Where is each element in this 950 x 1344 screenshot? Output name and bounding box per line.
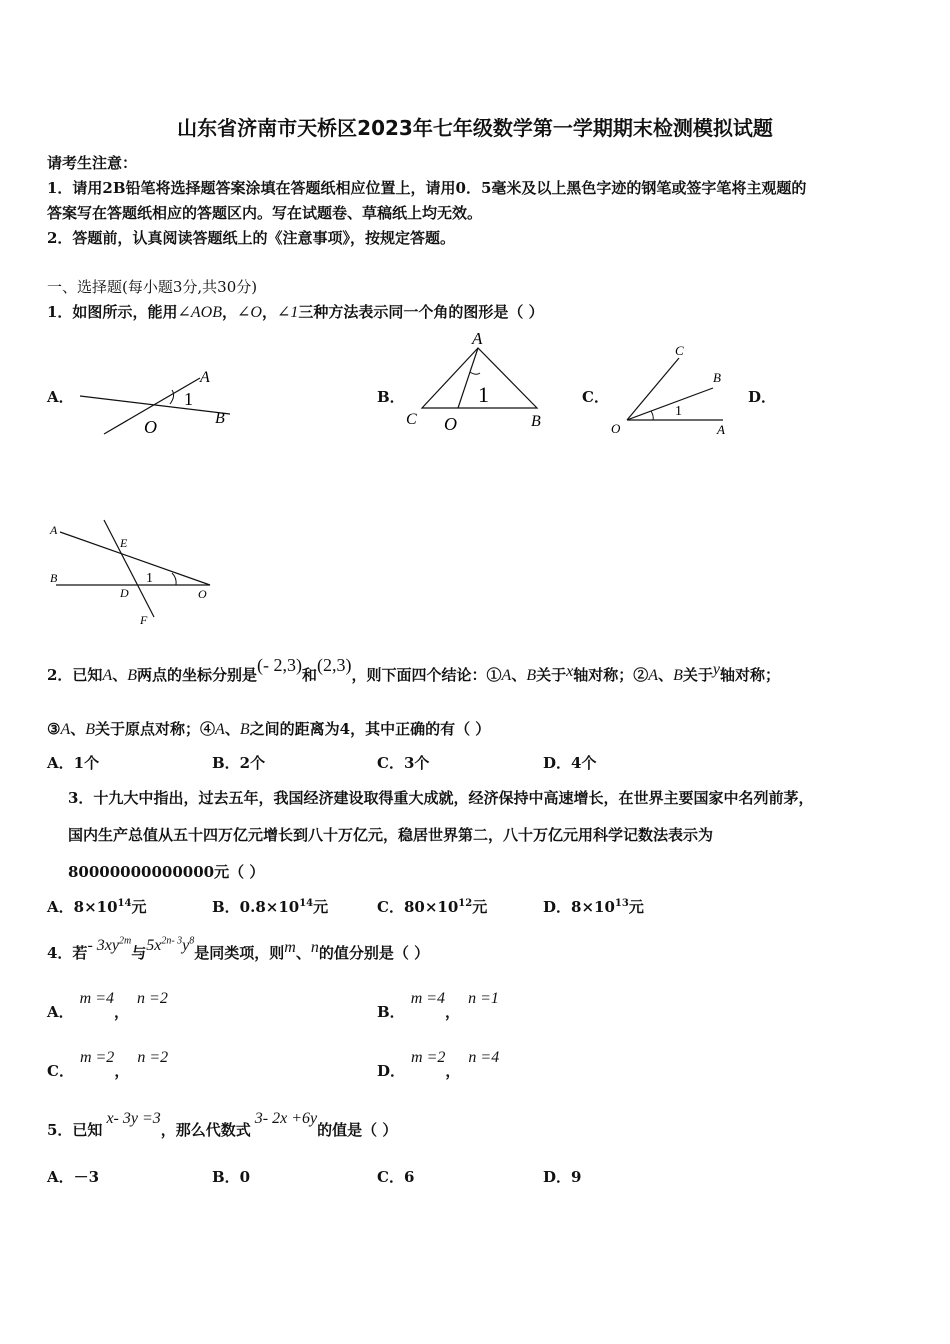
question-3-line-3: 80000000000000元（ ） <box>68 863 265 881</box>
q1-option-b[interactable]: B． <box>377 388 405 406</box>
label-1: 1 <box>675 404 682 419</box>
question-5: 5．已知x- 3y =3，那么代数式3- 2x +6y的值是（ ） <box>47 1110 398 1139</box>
notice-heading: 请考生注意： <box>47 154 138 172</box>
question-2-line-2: ③A、B关于原点对称；④A、B之间的距离为4，其中正确的有（ ） <box>47 720 491 738</box>
label-1: 1 <box>478 382 489 407</box>
q4-option-b[interactable]: B．m =4，n =1 <box>377 990 499 1021</box>
label-b: B <box>531 413 541 430</box>
label-a: A <box>472 329 483 348</box>
q5-option-d[interactable]: D．9 <box>543 1168 582 1186</box>
q3-option-d[interactable]: D．$8\times 10^{13}$元 <box>543 898 644 916</box>
label-o: O <box>198 587 207 601</box>
question-3-line-2: 国内生产总值从五十四万亿元增长到八十万亿元，稳居世界第二，八十万亿元用科学记数法表示为 <box>68 826 714 844</box>
label-c: C <box>406 411 417 428</box>
notice-line-1a: 1．请用2B铅笔将选择题答案涂填在答题纸相应位置上，请用0．5毫米及以上黑色字迹的钢笔或签字笔将主观题的 <box>47 179 807 197</box>
figure-b <box>400 328 560 434</box>
label-e: E <box>120 536 128 550</box>
q4-option-d[interactable]: D．m =2，n =4 <box>377 1049 500 1080</box>
q2-option-b[interactable]: B．2个 <box>212 754 266 772</box>
label-o: O <box>611 421 621 436</box>
figure-d <box>40 512 230 632</box>
question-2-line-1: 2．已知A、B两点的坐标分别是(- 2,3)和(2,3)，则下面四个结论：①A、B关于x轴对称；②A、B关于y轴对称； <box>47 655 780 684</box>
q2-option-c[interactable]: C．3个 <box>377 754 430 772</box>
notice-line-2: 2．答题前，认真阅读答题纸上的《注意事项》，按规定答题。 <box>47 229 455 247</box>
q3-option-c[interactable]: C．$80\times 10^{12}$元 <box>377 898 488 916</box>
figure-c <box>605 340 735 440</box>
label-b: B <box>215 410 225 427</box>
q5-option-c[interactable]: C．6 <box>377 1168 415 1186</box>
label-b: B <box>713 370 721 385</box>
q4-option-a[interactable]: A．m =4，n =2 <box>47 990 168 1021</box>
q3-option-a[interactable]: A．$8\times 10^{14}$元 <box>47 898 147 916</box>
q3-option-b[interactable]: B．$0.8\times 10^{14}$元 <box>212 898 329 916</box>
q4-option-c[interactable]: C．m =2，n =2 <box>47 1049 169 1080</box>
label-f: F <box>140 613 148 627</box>
q5-option-a[interactable]: A．－3 <box>47 1168 100 1186</box>
question-3-line-1: 3．十九大中指出，过去五年，我国经济建设取得重大成就，经济保持中高速增长，在世界主要国家中名列前茅， <box>68 789 814 807</box>
label-c: C <box>675 343 684 358</box>
label-d: D <box>120 586 129 600</box>
label-o: O <box>444 414 457 434</box>
section-heading: 一、选择题(每小题3分,共30分) <box>47 278 258 296</box>
label-1: 1 <box>184 389 193 409</box>
question-1: 1．如图所示，能用∠AOB，∠O，∠1三种方法表示同一个角的图形是（ ） <box>47 303 544 321</box>
q2-option-a[interactable]: A．1个 <box>47 754 100 772</box>
label-a: A <box>200 369 210 386</box>
q2-option-d[interactable]: D．4个 <box>543 754 597 772</box>
label-1: 1 <box>146 571 153 586</box>
page-title: 山东省济南市天桥区2023年七年级数学第一学期期末检测模拟试题 <box>177 116 773 140</box>
notice-line-1b: 答案写在答题纸相应的答题区内。写在试题卷、草稿纸上均无效。 <box>47 204 483 222</box>
question-4: 4．若- $3xy^{2m}$与$5x^{2n- 3}y^8$是同类项，则m、n的值分别是（ ） <box>47 935 430 962</box>
label-b: B <box>50 571 58 585</box>
label-a: A <box>717 422 725 437</box>
q1-option-c[interactable]: C． <box>582 388 609 406</box>
label-o: O <box>144 417 157 437</box>
q5-option-b[interactable]: B．0 <box>212 1168 251 1186</box>
figure-a <box>70 360 240 445</box>
q1-option-d[interactable]: D． <box>748 388 777 406</box>
q1-option-a[interactable]: A． <box>47 388 74 406</box>
label-a: A <box>50 523 58 537</box>
